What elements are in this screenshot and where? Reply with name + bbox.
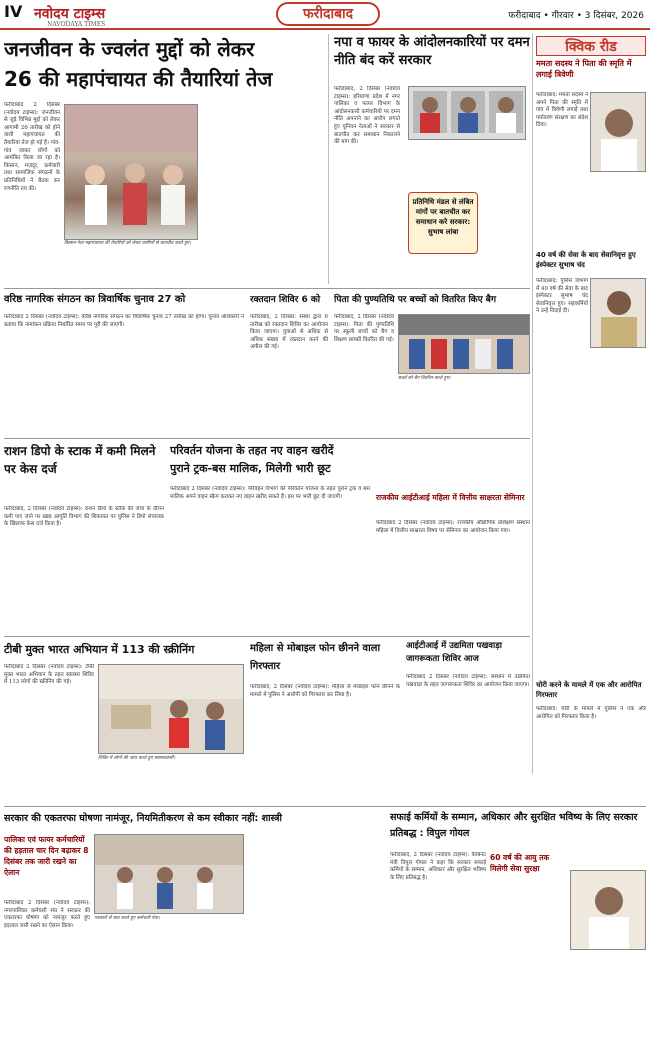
shastri-body: फरीदाबाद 2 दिसंबर (नवोदय टाइम्स): नगरपालिका कर्मचारी संघ ने सरकार की एकतरफा घोषणा को नामंजूर करते हुए हड़ताल जारी रखने का ऐलान किया।	[4, 900, 90, 929]
goyal-headline: सफाई कर्मियों के सम्मान, अधिकार और सुरक्षित भविष्य के लिए सरकार प्रतिबद्ध : विपुल गोयल	[390, 812, 638, 839]
quickread-item1-headline: ममता सदस्य ने पिता की स्मृति में लगाई त्रिवेणी	[536, 59, 632, 79]
quickread-item2-photo	[590, 278, 646, 348]
fire-body: फरीदाबाद, 2 दिसंबर (नवोदय टाइम्स): हरियाणा प्रदेश में नगर पालिका व फायर विभाग के आंदोलनकारी कर्मचारियों पर दमन नीति अपनाने का आरोप लगाते हुए यूनियन नेताओं ने सरकार से बातचीत कर समाधान निकालने की मांग की।	[334, 86, 400, 146]
ration-headline: राशन डिपो के स्टाक में कमी मिलने पर केस दर्ज	[4, 444, 156, 476]
fire-photos	[408, 86, 526, 140]
quickread-item2-body: फरीदाबाद: पुलिस विभाग में 40 वर्ष की सेवा के बाद इंस्पेक्टर सुभाष चंद सेवानिवृत्त हुए। सहकर्मियों ने उन्हें विदाई दी।	[536, 278, 588, 315]
fire-photo-image	[409, 87, 526, 140]
fire-pullquote: प्रतिनिधि मंडल से लंबित मांगों पर बातचीत कर समाधान करे सरकार: सुभाष लांबा	[408, 192, 478, 254]
page-number: IV	[4, 2, 23, 21]
shastri-photo-image	[95, 835, 244, 914]
row-rule	[4, 288, 530, 289]
pita-photo-image	[399, 315, 530, 374]
pita-photo-caption: बच्चों को बैग वितरित करते हुए।	[398, 376, 451, 381]
transport-body: फरीदाबाद 2 दिसंबर (नवोदय टाइम्स): परिवहन विभाग की परिवर्तन योजना के तहत पुराने ट्रक व बस मालिक अपने वाहन स्क्रैप कराकर नए वाहन खरीद सकते हैं। इस पर भारी छूट दी जाएगी।	[170, 486, 370, 500]
transport-headline	[170, 442, 530, 482]
tb-photo-caption: शिविर में लोगों की जांच करते हुए स्वास्थ्यकर्मी।	[98, 756, 176, 761]
column-rule	[532, 34, 533, 774]
lead-photo-caption: किसान नेता महापंचायत की तैयारियों को लेकर ग्रामीणों से बातचीत करते हुए।	[64, 241, 191, 246]
goyal-photo	[570, 870, 646, 950]
portrait-image	[591, 93, 646, 172]
pita-photo	[398, 314, 530, 374]
mobile-headline: महिला से मोबाइल फोन छीनने वाला गिरफ्तार	[250, 643, 381, 672]
lead-headline-line2: 26 की महापंचायत की तैयारियां तेज	[4, 67, 273, 91]
iti-headline: राजकीय आईटीआई महिला में वित्तीय साक्षरता सेमिनार	[376, 493, 525, 502]
quickread-item1-photo	[590, 92, 646, 172]
lead-headline	[4, 34, 324, 96]
portrait-image	[571, 871, 646, 950]
senior-body: फरीदाबाद 2 दिसंबर (नवोदय टाइम्स): वरिष्ठ नागरिक संगठन का त्रिवार्षिक चुनाव 27 तारीख को होगा। चुनाव अधिकारी ने बताया कि नामांकन प्रक्रिया निर्धारित समय पर पूरी की जाएगी।	[4, 314, 244, 328]
dateline: फरीदाबाद • गीरवार • 3 दिसंबर, 2026	[508, 11, 644, 21]
transport-headline-line1: परिवर्तन योजना के तहत नए वाहन खरीदें	[170, 444, 334, 457]
shastri-photo	[94, 834, 244, 914]
tb-body: फरीदाबाद 2 दिसंबर (नवोदय टाइम्स): टीबी मुक्त भारत अभियान के तहत स्वास्थ्य शिविर में 113 लोगों की स्क्रीनिंग की गई।	[4, 664, 94, 686]
shastri-sub: पालिका एवं फायर कर्मचारियों की हड़ताल चार दिन बढ़ाकर 8 दिसंबर तक जारी रखने का ऐलान	[4, 835, 89, 877]
masthead	[0, 0, 650, 30]
paper-sub: NAVODAYA TIMES	[47, 21, 106, 28]
lead-photo-image	[65, 105, 198, 240]
tb-headline: टीबी मुक्त भारत अभियान में 113 की स्क्रीनिंग	[4, 643, 195, 656]
tb-photo-image	[99, 665, 244, 754]
mobile-body: फरीदाबाद, 2 दिसंबर (नवोदय टाइम्स): महिला से मोबाइल फोन छीनने के मामले में पुलिस ने आरोपी को गिरफ्तार कर लिया है।	[250, 684, 400, 698]
fire-headline: नपा व फायर के आंदोलनकारियों पर दमन नीति बंद करें सरकार	[334, 35, 530, 68]
portrait-image	[591, 279, 646, 348]
lead-headline-line1: जनजीवन के ज्वलंत मुद्दों को लेकर	[4, 37, 255, 61]
shastri-headline: सरकार की एकतरफा घोषणा नामंजूर, नियमितीकरण से कम स्वीकार नहीं: शास्त्री	[4, 813, 282, 824]
quickread-label: क्विक रीड	[536, 36, 646, 56]
ration-body: फरीदाबाद, 2 दिसंबर (नवोदय टाइम्स): राशन डिपो के स्टॉक की जांच के दौरान कमी पाए जाने पर खाद्य आपूर्ति विभाग की शिकायत पर पुलिस ने डिपो संचालक के खिलाफ केस दर्ज किया है।	[4, 506, 164, 528]
lead-body-col3	[264, 102, 324, 282]
city-label: फरीदाबाद	[276, 2, 380, 26]
senior-headline: वरिष्ठ नागरिक संगठन का त्रिवार्षिक चुनाव 27 को	[4, 294, 186, 305]
iti-body: फरीदाबाद 2 दिसंबर (नवोदय टाइम्स): राजकीय औद्योगिक प्रशिक्षण संस्थान महिला में वित्तीय साक्षरता विषय पर सेमिनार का आयोजन किया गया।	[376, 520, 530, 534]
pita-body: फरीदाबाद, 2 दिसंबर (नवोदय टाइम्स): पिता की पुण्यतिथि पर स्कूली बच्चों को बैग व शिक्षण सामग्री वितरित की गई।	[334, 314, 394, 343]
paper-name: नवोदय टाइम्स	[34, 6, 106, 22]
shastri-photo-caption: पत्रकारों से बात करते हुए कर्मचारी नेता।	[94, 916, 160, 921]
quickread-item2-headline: 40 वर्ष की सेवा के बाद सेवानिवृत्त हुए इंस्पेक्टर सुभाष चंद	[536, 251, 636, 269]
blood-body: फरीदाबाद, 2 दिसंबर: संस्था द्वारा 6 तारीख को रक्तदान शिविर का आयोजन किया जाएगा। युवाओं से अधिक से अधिक संख्या में रक्तदान करने की अपील की गई।	[250, 314, 328, 351]
lead-body-col2	[204, 102, 260, 282]
goyal-body: फरीदाबाद, 2 दिसंबर (नवोदय टाइम्स): कैबिनेट मंत्री विपुल गोयल ने कहा कि सरकार सफाई कर्मियों के सम्मान, अधिकार और सुरक्षित भविष्य के लिए प्रतिबद्ध है।	[390, 852, 486, 881]
pita-headline: पिता की पुण्यतिथि पर बच्चों को वितरित किए बैग	[334, 295, 497, 305]
row-rule	[4, 806, 646, 807]
row-rule	[4, 438, 530, 439]
quickread-item3-headline: चोरी करने के मामले में एक और आरोपित गिरफ्तार	[536, 681, 642, 699]
udyamita-headline: आईटीआई में उद्यमिता पखवाड़ा जागरूकता शिविर आज	[406, 641, 502, 664]
quickread-item3-body: फरीदाबाद: चोरी के मामले में पुलिस ने एक और आरोपित को गिरफ्तार किया है।	[536, 706, 646, 720]
lead-photo	[64, 104, 198, 240]
quickread-item1-body: फरीदाबाद: ममता सदस्य ने अपने पिता की स्मृति में गांव में त्रिवेणी लगाई तथा पर्यावरण संरक्षण का संदेश दिया।	[536, 92, 588, 129]
row-rule	[4, 636, 530, 637]
transport-headline-line2: पुराने ट्रक-बस मालिक, मिलेगी भारी छूट	[170, 462, 331, 475]
goyal-sub: 60 वर्ष की आयु तक मिलेगी सेवा सुरक्षा	[490, 853, 550, 873]
column-rule	[328, 34, 329, 284]
tb-photo	[98, 664, 244, 754]
lead-body: फरीदाबाद 2 दिसंबर (नवोदय टाइम्स): जनजीवन से जुड़े विभिन्न मुद्दों को लेकर आगामी 26 तारीख को होने वाली महापंचायत की तैयारियां तेज हो गई हैं। गांव-गांव जाकर लोगों को आमंत्रित किया जा रहा है। किसान, मजदूर, कर्मचारी तथा सामाजिक संगठनों के प्रतिनिधियों ने बैठक कर रणनीति तय की।	[4, 102, 60, 192]
goyal-body-col2	[490, 884, 566, 1038]
paper-logo	[34, 4, 105, 28]
blood-headline: रक्तदान शिविर 6 को	[250, 295, 321, 305]
udyamita-body: फरीदाबाद 2 दिसंबर (नवोदय टाइम्स): संस्थान में उद्यमिता पखवाड़ा के तहत जागरूकता शिविर का आयोजन किया जाएगा।	[406, 674, 530, 688]
